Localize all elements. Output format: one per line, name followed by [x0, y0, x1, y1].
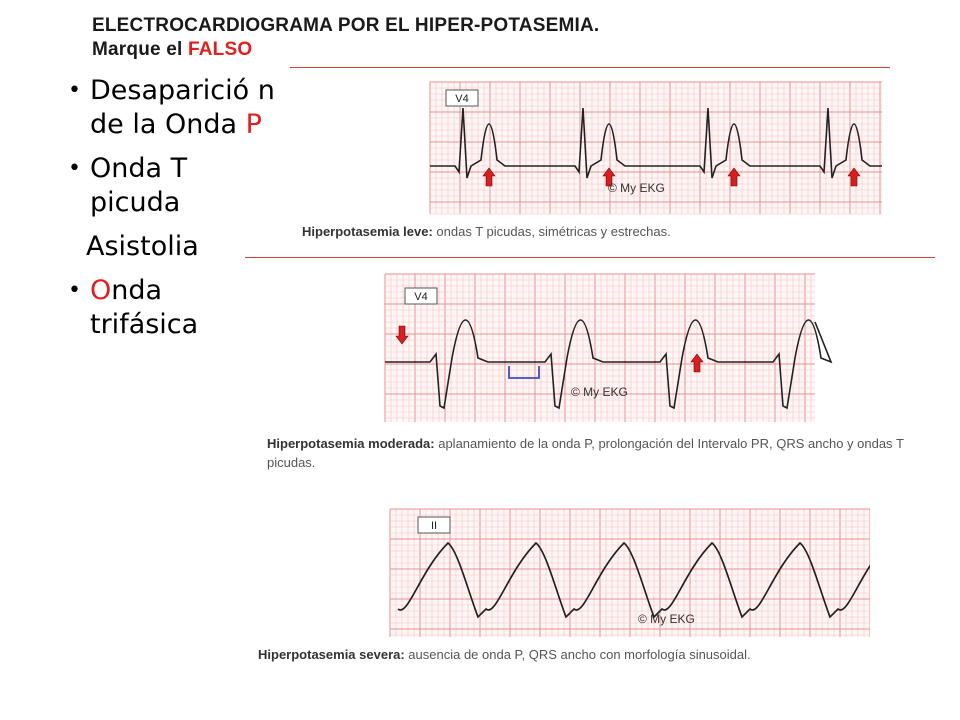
option-4-red: O [90, 275, 112, 306]
lead-label: II [430, 520, 438, 532]
option-2-text: Onda T picuda [90, 153, 188, 218]
caption-moderate-bold: Hiperpotasemia moderada: [267, 436, 435, 451]
option-2[interactable] [68, 152, 278, 220]
caption-severe [258, 645, 948, 664]
question-title [92, 14, 852, 62]
caption-moderate [267, 434, 927, 472]
watermark: © My EKG [571, 385, 628, 399]
bullet-dot: • [68, 278, 81, 303]
lead-label: V4 [455, 93, 469, 105]
title-prefix: Marque el [92, 39, 188, 60]
option-4-text: nda trifásica [90, 275, 199, 340]
caption-mild-bold: Hiperpotasemia leve: [302, 224, 433, 239]
bullet-dot: • [68, 78, 81, 103]
caption-severe-bold: Hiperpotasemia severa: [258, 647, 405, 662]
lead-label: V4 [414, 291, 428, 303]
title-line-1: ELECTROCARDIOGRAMA POR EL HIPER-POTASEMIA. [92, 15, 600, 36]
bullet-dot: • [68, 156, 81, 181]
option-1-red: P [245, 109, 262, 140]
option-1[interactable] [68, 74, 278, 142]
caption-mild-text: ondas T picudas, simétricas y estrechas. [432, 224, 671, 239]
title-line-2 [92, 38, 852, 62]
title-highlight-false: FALSO [187, 39, 253, 60]
caption-moderate-text: aplanamiento de la onda P, prolongación del Intervalo PR, QRS ancho y ondas T picudas. [267, 436, 904, 470]
ecg-panel-mild [290, 68, 890, 246]
ecg-panel-severe [230, 495, 952, 685]
caption-mild [302, 222, 882, 241]
watermark: © My EKG [608, 181, 665, 195]
ecg-panel-moderate [245, 258, 935, 482]
option-3-text: Asistolia [86, 231, 199, 262]
caption-severe-text: ausencia de onda P, QRS ancho con morfología sinusoidal. [404, 647, 751, 662]
strip-mask [870, 495, 952, 645]
watermark: © My EKG [638, 612, 695, 626]
ecg-strip-1 [290, 68, 890, 246]
option-1-text: Desaparició n de la Onda [90, 75, 275, 140]
